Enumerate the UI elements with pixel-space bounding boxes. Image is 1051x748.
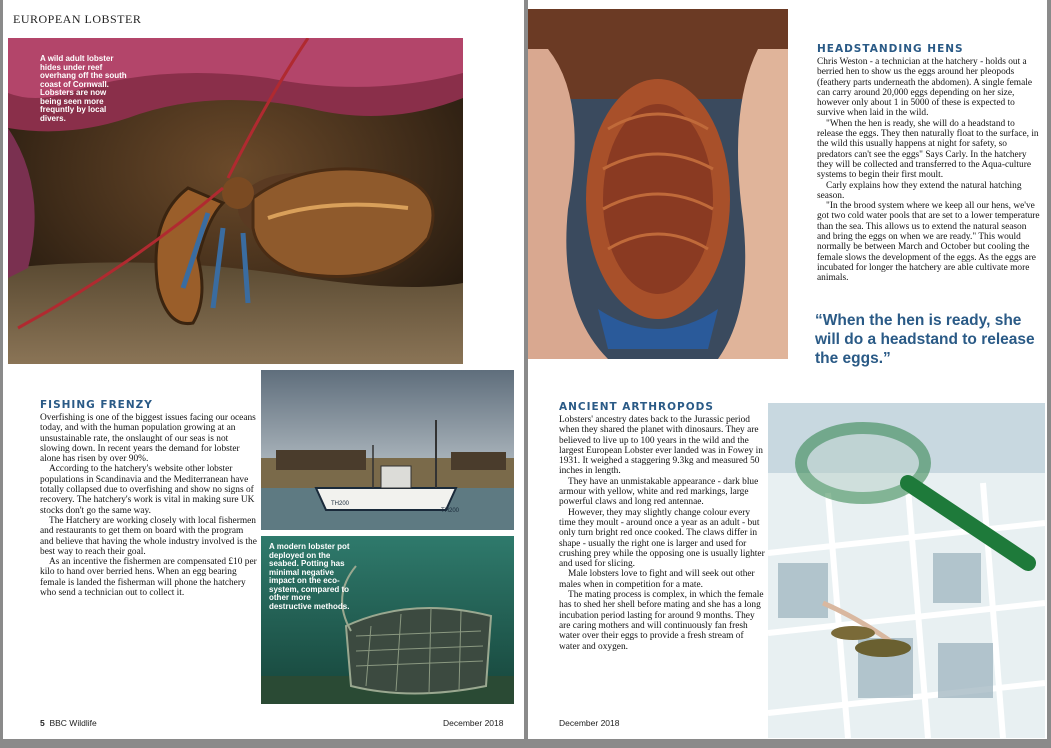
paragraph: According to the hatchery's website other lobster populations in Scandinavia and the Mediterranean have totally collapsed due to overfishing and show no signs of recovery. The hatchery's work is vital in making sure UK stocks don't go the same way. <box>40 464 255 516</box>
fishing-frenzy-text <box>40 413 257 598</box>
page-number-left: 5 BBC Wildlife <box>40 718 97 728</box>
paragraph: Carly explains how they extend the natural hatching season. <box>817 180 1022 201</box>
paragraph: "When the hen is ready, she will do a headstand to release the eggs. They then naturally float to the surface, in the wild this usually happens at night for safety, so predators can't see the eggs" Says Carly. In the hatchery they will be collected and transferred to the Aqua-culture systems to begin their first moult. <box>817 118 1039 181</box>
berried-hen-illustration <box>528 9 788 359</box>
pot-photo-caption: A modern lobster pot deployed on the seabed. Potting has minimal negative impact on the eco-system, compared to other more destructive methods. <box>269 542 350 611</box>
footer-date-left: December 2018 <box>443 718 504 728</box>
paragraph: Male lobsters love to fight and will seek out other males when in competition for a mate. <box>559 569 755 590</box>
left-page <box>3 0 524 739</box>
footer-date-right: December 2018 <box>559 718 620 728</box>
magnifier-tray-illustration <box>768 403 1045 738</box>
headstanding-hens-heading: HEADSTANDING HENS <box>817 43 964 55</box>
paragraph: The Hatchery are working closely with local fishermen and restaurants to get them on board with the program and believe that having the whole industry involved is the best way to reach their goal. <box>40 515 257 557</box>
fishing-frenzy-heading: FISHING FRENZY <box>40 399 153 411</box>
paragraph: Overfishing is one of the biggest issues facing our oceans today, and with the human population growing at an unsustainable rate, the onslaught of our seas is not slowing down. In recent years the demand for lobster alone has risen by over 90%. <box>40 413 256 465</box>
berried-hen-photo <box>528 9 788 359</box>
headstanding-hens-text <box>817 57 1040 284</box>
running-head: EUROPEAN LOBSTER <box>13 12 142 26</box>
juvenile-lobster-photo <box>768 403 1045 738</box>
boat-registration: TH200 <box>331 501 350 507</box>
ancient-arthropods-heading: ANCIENT ARTHROPODS <box>559 401 714 413</box>
ancient-arthropods-text <box>559 415 765 652</box>
paragraph: The mating process is complex, in which the female has to shed her shell before mating and she has a long incubation period lasting for around 9 months. They are caring mothers and will continuously fan fresh water over their eggs to provide a fresh stream of water and oxygen. <box>559 590 764 652</box>
harbour-photo <box>261 370 514 530</box>
paragraph: They have an unmistakable appearance - dark blue armour with yellow, white and red markings, large powerful claws and long red antennae. <box>559 476 759 508</box>
right-page <box>528 0 1047 739</box>
paragraph: However, they may slightly change colour every time they moult - around once a year as an adult - but only turn bright red once cooked. The claws differ in shape - usually the right one is larger and used for crushing prey while the opposing one is usually lighter and used for slicing. <box>559 507 765 570</box>
paragraph: "In the brood system where we keep all our hens, we've got two cold water pools that are set to a lower temperature than the sea. This allows us to extend the natural season and bring the eggs on when we are ready." This would normally be between March and October but cooling the female slows the development of the eggs. As the eggs are incubated for longer the hatchery are able cultivate more animals. <box>817 201 1040 284</box>
paragraph: As an incentive the fishermen are compensated £10 per kilo to hand over berried hens. When an egg bearing female is landed the fisherman will phone the hatchery who send a technician out to collect it. <box>40 557 257 599</box>
boat-registration: TH200 <box>441 508 460 514</box>
lobster-photo-caption: A wild adult lobster hides under reef overhang off the south coast of Cornwall. Lobsters are now being seen more frequntly by local divers. <box>40 54 127 123</box>
pull-quote: “When the hen is ready, she will do a headstand to release the eggs.” <box>815 312 1035 367</box>
paragraph: Lobsters' ancestry dates back to the Jurassic period when they shared the planet with dinosaurs. They are believed to live up to 100 years in the wild and the largest European Lobster ever landed was in Fowey in 1931. It weighed a staggering 9.3kg and measured 50 inches in length. <box>559 415 763 477</box>
paragraph: Chris Weston - a technician at the hatchery - holds out a berried hen to show us the eggs around her pleopods (feathery parts underneath the abdomen). A single female can carry around 20,000 eggs depending on her size, however only about 1 in 5000 of these is expected to survive when laid in the wild. <box>817 57 1033 119</box>
fishing-boat-illustration <box>261 370 514 530</box>
